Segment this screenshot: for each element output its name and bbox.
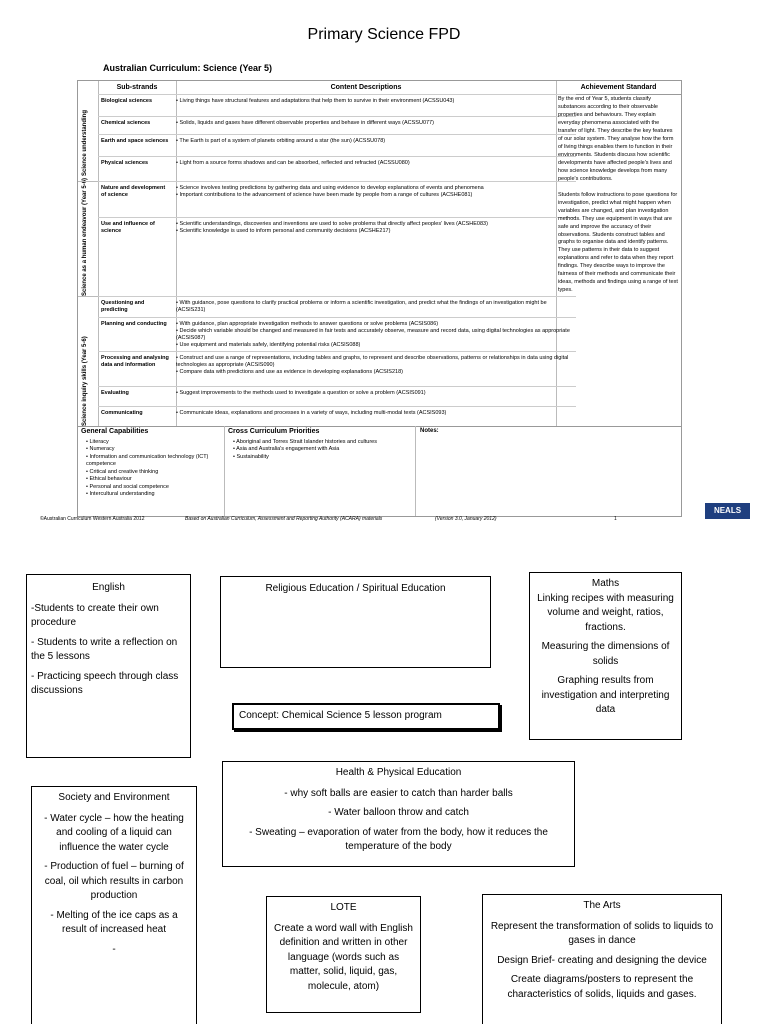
list-item: • Literacy [86,439,221,446]
table-row [98,351,576,387]
table-row [98,134,576,157]
content-description [176,138,576,145]
arts-line-2: Design Brief- creating and designing the device [497,954,707,966]
content-description [176,390,576,397]
english-line-2: - Students to write a reflection on the 5 lessons [31,636,178,662]
table-row [98,116,576,135]
society-line-2: - Production of fuel – burning of coal, oil which results in carbon production [44,861,184,901]
society-box [31,786,197,1024]
strand-inquiry: Science inquiry skills (Year 5-6) [82,336,88,426]
arts-box [482,894,722,1024]
list-item: • Aboriginal and Torres Strait Islander histories and cultures [233,439,411,446]
maths-line-3: Graphing results from investigation and interpreting data [541,675,670,715]
lote-box [266,896,421,1013]
substrand-label: Earth and space sciences [101,138,169,144]
notes-label: Notes: [420,428,439,434]
content-description [176,410,576,417]
concept-box [232,703,500,730]
table-row [98,217,576,297]
lote-line-1: Create a word wall with English definition and written in other language (words such as matter, solid, liquid, gas, molecule, atom) [274,922,413,992]
content-description [176,300,576,314]
curriculum-table [77,80,682,517]
religious-title: Religious Education / Spiritual Education [265,583,446,594]
arts-title: The Arts [583,900,621,911]
footer-source: Based on Australian Curriculum, Assessment and Reporting Authority (ACARA) materials [185,516,383,522]
content-description [176,185,576,199]
table-row [98,296,576,318]
substrand-label: Physical sciences [101,160,149,166]
english-title: English [92,582,125,593]
general-capabilities-title: General Capabilities [81,428,149,435]
footer-page-number: 1 [614,516,617,522]
list-item: • Critical and creative thinking [86,469,221,476]
content-description [176,321,576,350]
general-capabilities-list [86,439,221,498]
content-item: • With guidance, plan appropriate investigation methods to answer questions or solve problems (ACSIS086) [176,321,576,328]
content-item: • Solids, liquids and gases have different observable properties and behave in different ways (ACSSU077) [176,120,576,127]
content-item: • Construct and use a range of representations, including tables and graphs, to represent and describe observations, patterns or relationships in data using digital technologies as appropriate (ACSIS090) [176,355,576,369]
achievement-paragraph-1: By the end of Year 5, students classify substances according to their observable properties and behaviours. They explain everyday phenomena associated with the transfer of light. They describe the key features of our solar system. They analyse how the form of living things enables them to function in their environments. Students discuss how scientific developments have affected people's lives and how science knowledge develops from many people's contributions. [558,96,674,182]
concept-text: Concept: Chemical Science 5 lesson program [239,710,442,721]
health-title: Health & Physical Education [335,767,462,778]
substrand-label: Communicating [101,410,143,416]
substrand-label: Processing and analysing data and information [101,355,169,368]
content-item: • The Earth is part of a system of planets orbiting around a star (the sun) (ACSSU078) [176,138,576,145]
strand-human: Science as a human endeavour (Year 5-6) [82,177,88,296]
neals-logo: NEALS [705,503,750,519]
maths-title: Maths [591,578,620,589]
health-line-3: - Sweating – evaporation of water from the body, how it reduces the temperature of the body [249,826,548,852]
society-title: Society and Environment [58,792,170,803]
footer-copyright: ©Australian Curriculum Western Australia 2012 [40,516,145,522]
list-item: • Sustainability [233,454,411,461]
content-item: • Decide which variable should be changed and measured in fair tests and accurately observe, measure and record data, using digital technologies as appropriate (ACSIS087) [176,328,576,342]
content-description [176,160,576,167]
list-item: • Personal and social competence [86,484,221,491]
content-item: • Light from a source forms shadows and can be absorbed, reflected and refracted (ACSSU080) [176,160,576,167]
list-item: • Information and communication technology (ICT) competence [86,454,221,469]
substrand-label: Biological sciences [101,98,153,104]
content-item: • With guidance, pose questions to clarify practical problems or inform a scientific investigation, and predict what the findings of an investigation might be (ACSIS231) [176,300,576,314]
english-box [26,574,191,758]
substrand-label: Evaluating [101,390,129,396]
curriculum-heading: Australian Curriculum: Science (Year 5) [103,63,273,73]
content-item: • Scientific knowledge is used to inform personal and community decisions (ACSHE217) [176,228,576,235]
substrand-label: Use and influence of science [101,221,155,234]
list-item: • Intercultural understanding [86,491,221,498]
substrand-label: Chemical sciences [101,120,151,126]
header-achievement: Achievement Standard [556,81,681,95]
lote-title: LOTE [330,902,357,913]
table-row [98,317,576,352]
health-line-2: - Water balloon throw and catch [328,807,469,818]
list-item: • Asia and Australia's engagement with Asia [233,446,411,453]
footer [40,516,680,522]
content-item: • Important contributions to the advancement of science have been made by people from a range of cultures (ACSHE081) [176,192,576,199]
cross-curriculum-list [233,439,411,461]
strand-understanding: Science understanding [82,109,88,176]
cross-curriculum-title: Cross Curriculum Priorities [228,428,320,435]
content-description [176,221,576,235]
page-title: Primary Science FPD [307,26,461,43]
content-item: • Use equipment and materials safely, identifying potential risks (ACSIS088) [176,342,576,349]
maths-box [529,572,682,740]
table-row [98,94,576,117]
maths-line-1: Linking recipes with measuring volume and weight, ratios, fractions. [537,592,674,633]
religious-box [220,576,491,668]
society-line-3: - Melting of the ice caps as a result of increased heat [50,909,178,935]
content-item: • Science involves testing predictions by gathering data and using evidence to develop explanations of events and phenomena [176,185,576,192]
society-line-4: - [112,943,116,955]
content-description [176,355,576,376]
content-item: • Communicate ideas, explanations and processes in a variety of ways, including multi-modal texts (ACSIS093) [176,410,576,417]
english-line-3: - Practicing speech through class discussions [31,670,179,696]
table-row [98,386,576,407]
arts-line-1: Represent the transformation of solids to liquids to gases in dance [490,920,714,946]
list-item: • Ethical behaviour [86,476,221,483]
arts-line-3: Create diagrams/posters to represent the characteristics of solids, liquids and gases. [507,974,697,1000]
content-item: • Scientific understandings, discoveries and inventions are used to solve problems that directly affect peoples’ lives (ACSHE083) [176,221,576,228]
content-description [176,98,576,105]
table-row [98,406,576,427]
health-box [222,761,575,867]
table-row [98,181,576,218]
substrand-label: Nature and development of science [101,185,166,198]
header-content: Content Descriptions [176,81,556,95]
achievement-paragraph-2: Students follow instructions to pose questions for investigation, predict what might happen when variables are changed, and plan investigation methods. They use equipment in ways that are safe and improve the accuracy of their observations. Students construct tables and graphs to organise data and identify patterns. They use patterns in their data to suggest explanations and refer to data when they report findings. They describe ways to improve the fairness of their methods and communicate their ideas, methods and findings using a range of text types. [558,191,678,294]
content-item: • Compare data with predictions and use as evidence in developing explanations (ACSIS218) [176,369,576,376]
substrand-label: Planning and conducting [101,321,167,327]
list-item: • Numeracy [86,446,221,453]
content-item: • Living things have structural features and adaptations that help them to survive in their environment (ACSSU043) [176,98,576,105]
content-description [176,120,576,127]
footer-version: (Version 3.0, January 2012) [435,516,497,522]
content-item: • Suggest improvements to the methods used to investigate a question or solve a problem (ACSIS091) [176,390,576,397]
achievement-standard [558,96,678,295]
health-line-1: - why soft balls are easier to catch than harder balls [284,787,513,799]
table-row [98,156,576,182]
header-substrands: Sub-strands [98,81,176,95]
english-line-1: -Students to create their own procedure [31,602,159,628]
society-line-1: - Water cycle – how the heating and cooling of a liquid can influence the water cycle [44,812,184,853]
substrand-label: Questioning and predicting [101,300,145,313]
maths-line-2: Measuring the dimensions of solids [541,641,670,667]
